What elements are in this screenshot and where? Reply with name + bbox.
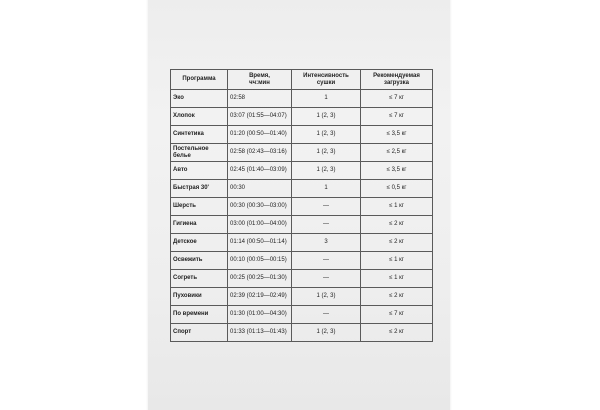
intensity-cell: — — [292, 252, 361, 270]
load-cell: ≤ 2 кг — [361, 324, 433, 342]
intensity-cell: — — [292, 270, 361, 288]
program-cell: Детское — [171, 234, 228, 252]
intensity-cell: 1 (2, 3) — [292, 162, 361, 180]
intensity-cell: 1 (2, 3) — [292, 324, 361, 342]
load-cell: ≤ 1 кг — [361, 252, 433, 270]
time-cell: 02:58 (02:43—03:16) — [228, 144, 292, 162]
table-row — [171, 108, 433, 126]
program-cell: Согреть — [171, 270, 228, 288]
load-cell: ≤ 1 кг — [361, 198, 433, 216]
program-cell: Авто — [171, 162, 228, 180]
load-cell: ≤ 7 кг — [361, 108, 433, 126]
time-cell: 01:30 (01:00—04:30) — [228, 306, 292, 324]
time-cell: 03:07 (01:55—04:07) — [228, 108, 292, 126]
intensity-cell: 1 — [292, 90, 361, 108]
header-load: Рекомендуемая загрузка — [361, 70, 433, 90]
table-row — [171, 90, 433, 108]
table-row — [171, 216, 433, 234]
program-cell: Постельное белье — [171, 144, 228, 162]
time-cell: 00:30 — [228, 180, 292, 198]
load-cell: ≤ 2,5 кг — [361, 144, 433, 162]
program-cell: Синтетика — [171, 126, 228, 144]
time-cell: 01:14 (00:50—01:14) — [228, 234, 292, 252]
time-cell: 00:30 (00:30—03:00) — [228, 198, 292, 216]
time-cell: 00:10 (00:05—00:15) — [228, 252, 292, 270]
program-cell: Быстрая 30' — [171, 180, 228, 198]
table-row — [171, 252, 433, 270]
program-cell: Спорт — [171, 324, 228, 342]
load-cell: ≤ 7 кг — [361, 90, 433, 108]
time-cell: 02:58 — [228, 90, 292, 108]
time-cell: 00:25 (00:25—01:30) — [228, 270, 292, 288]
intensity-cell: 1 — [292, 180, 361, 198]
load-cell: ≤ 3,5 кг — [361, 126, 433, 144]
time-cell: 02:39 (02:19—02:49) — [228, 288, 292, 306]
program-cell: Шерсть — [171, 198, 228, 216]
load-cell: ≤ 1 кг — [361, 270, 433, 288]
drying-programs-table — [170, 69, 433, 342]
table-row — [171, 306, 433, 324]
intensity-cell: — — [292, 216, 361, 234]
load-cell: ≤ 2 кг — [361, 234, 433, 252]
load-cell: ≤ 0,5 кг — [361, 180, 433, 198]
intensity-cell: 1 (2, 3) — [292, 108, 361, 126]
program-cell: Гигиена — [171, 216, 228, 234]
load-cell: ≤ 3,5 кг — [361, 162, 433, 180]
table-row — [171, 162, 433, 180]
load-cell: ≤ 2 кг — [361, 216, 433, 234]
table-row — [171, 288, 433, 306]
table-row — [171, 198, 433, 216]
table-row — [171, 180, 433, 198]
header-program: Программа — [171, 70, 228, 90]
table-row — [171, 234, 433, 252]
program-cell: По времени — [171, 306, 228, 324]
table-row — [171, 270, 433, 288]
table-row — [171, 126, 433, 144]
load-cell: ≤ 2 кг — [361, 288, 433, 306]
intensity-cell: 3 — [292, 234, 361, 252]
program-cell: Хлопок — [171, 108, 228, 126]
program-cell: Эко — [171, 90, 228, 108]
intensity-cell: — — [292, 198, 361, 216]
time-cell: 02:45 (01:40—03:09) — [228, 162, 292, 180]
program-cell: Освежить — [171, 252, 228, 270]
header-time: Время, чч:мин — [228, 70, 292, 90]
table-row — [171, 324, 433, 342]
table-header-row — [171, 70, 433, 90]
program-cell: Пуховики — [171, 288, 228, 306]
time-cell: 03:00 (01:00—04:00) — [228, 216, 292, 234]
intensity-cell: 1 (2, 3) — [292, 288, 361, 306]
header-intensity: Интенсивность сушки — [292, 70, 361, 90]
load-cell: ≤ 7 кг — [361, 306, 433, 324]
time-cell: 01:20 (00:50—01:40) — [228, 126, 292, 144]
intensity-cell: 1 (2, 3) — [292, 126, 361, 144]
intensity-cell: — — [292, 306, 361, 324]
table-row — [171, 144, 433, 162]
time-cell: 01:33 (01:13—01:43) — [228, 324, 292, 342]
intensity-cell: 1 (2, 3) — [292, 144, 361, 162]
